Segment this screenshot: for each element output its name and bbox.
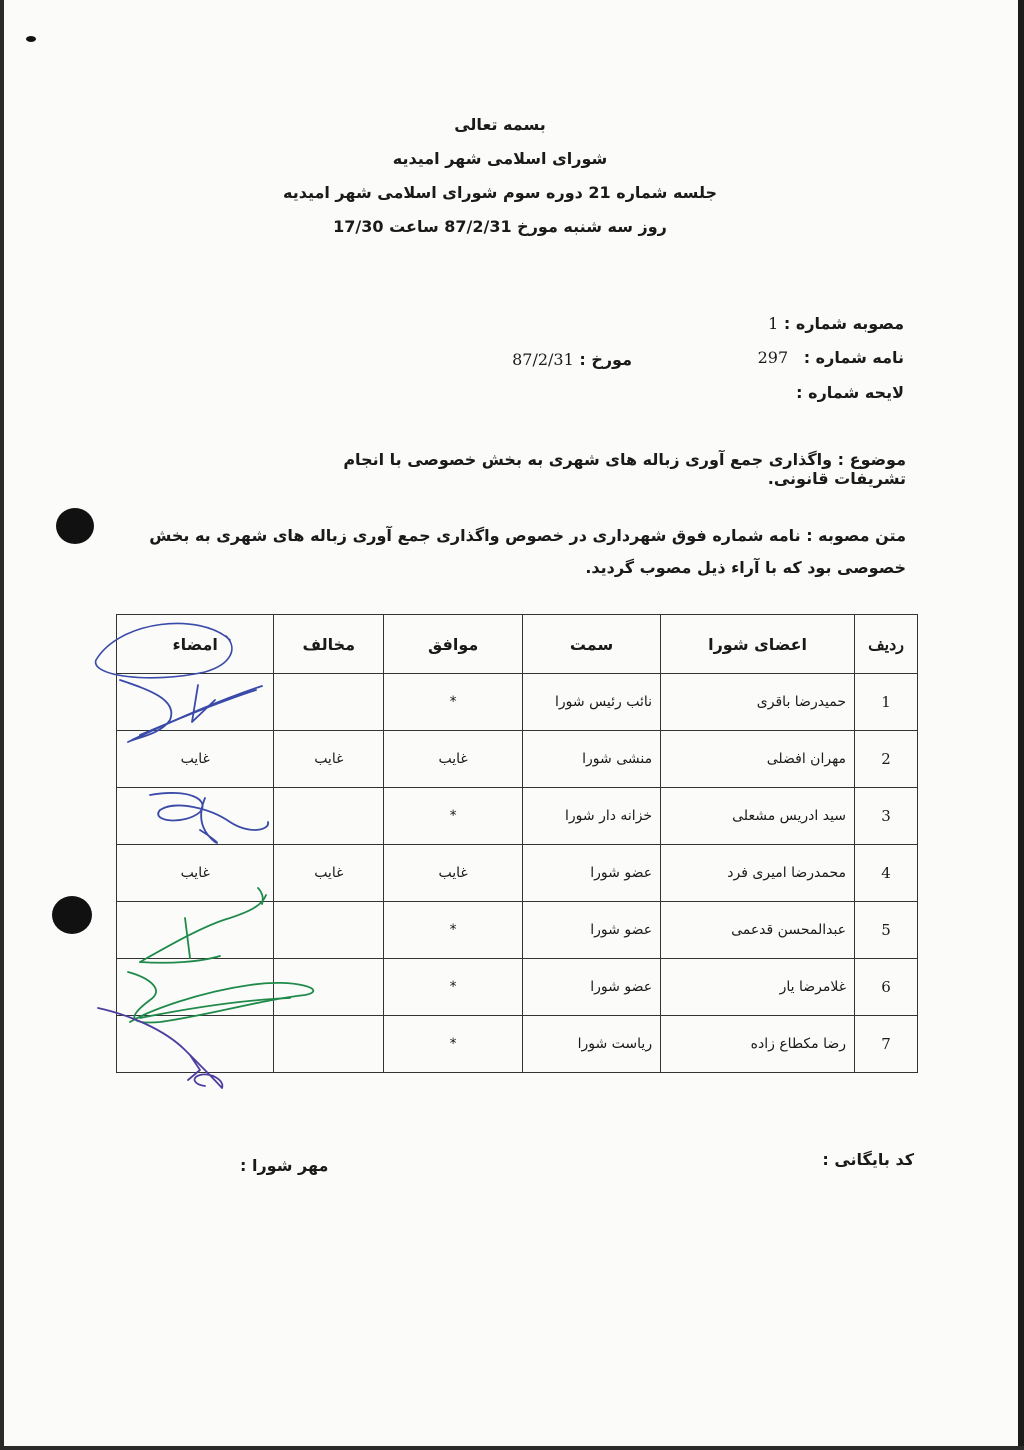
row-num: 6	[855, 959, 918, 1016]
row-name: حمیدرضا باقری	[661, 674, 855, 731]
table-row	[117, 788, 918, 845]
bill-number-row	[796, 383, 904, 402]
votes-table	[116, 614, 918, 1073]
row-num: 7	[855, 1016, 918, 1073]
resolution-text: متن مصوبه : نامه شماره فوق شهرداری در خصوص واگذاری جمع آوری زباله های شهری به بخش خصوصی بود که با آراء ذیل مصوب گردید.	[149, 526, 906, 577]
header-bismillah: بسمه تعالی	[454, 115, 546, 134]
row-agree: *	[384, 902, 523, 959]
letter-label: نامه شماره :	[803, 348, 904, 367]
row-oppose	[274, 1016, 384, 1073]
col-header-agree: موافق	[384, 615, 523, 674]
archive-code: کد بایگانی :	[822, 1150, 914, 1169]
table-row	[117, 674, 918, 731]
col-header-role: سمت	[522, 615, 660, 674]
letter-number-row	[758, 348, 904, 367]
row-num: 2	[855, 731, 918, 788]
row-agree: *	[384, 959, 523, 1016]
row-agree: غایب	[384, 845, 523, 902]
row-num: 1	[855, 674, 918, 731]
table-row	[117, 902, 918, 959]
punch-hole-top	[56, 508, 94, 544]
row-signature: غایب	[117, 731, 274, 788]
scan-speck	[26, 36, 36, 42]
row-oppose: غایب	[274, 731, 384, 788]
row-signature: غایب	[117, 845, 274, 902]
table-row	[117, 959, 918, 1016]
col-header-name: اعضای شورا	[661, 615, 855, 674]
scan-bottom-edge	[0, 1446, 1024, 1450]
row-oppose	[274, 902, 384, 959]
col-header-signature: امضاء	[117, 615, 274, 674]
row-role: نائب رئیس شورا	[522, 674, 660, 731]
row-num: 3	[855, 788, 918, 845]
table-row	[117, 1016, 918, 1073]
row-name: عبدالمحسن قدعمی	[661, 902, 855, 959]
row-agree: *	[384, 788, 523, 845]
row-agree: غایب	[384, 731, 523, 788]
table-header-row	[117, 615, 918, 674]
row-oppose	[274, 959, 384, 1016]
row-oppose	[274, 788, 384, 845]
punch-hole-bottom	[52, 896, 92, 934]
header-council-name: شورای اسلامی شهر امیدیه	[392, 149, 608, 168]
row-oppose	[274, 674, 384, 731]
resolution-number: 1	[768, 314, 779, 333]
header-date-time: روز سه شنبه مورخ 87/2/31 ساعت 17/30	[333, 217, 667, 236]
letter-number: 297	[757, 348, 789, 367]
row-oppose: غایب	[274, 845, 384, 902]
scan-right-edge	[1018, 0, 1024, 1450]
date-label: مورخ :	[579, 350, 632, 369]
date-value: 87/2/31	[512, 350, 574, 369]
document-header	[230, 108, 770, 244]
table-row	[117, 845, 918, 902]
row-signature	[117, 788, 274, 845]
row-signature	[117, 674, 274, 731]
row-name: رضا مکطاع زاده	[661, 1016, 855, 1073]
row-num: 5	[855, 902, 918, 959]
row-name: سید ادریس مشعلی	[661, 788, 855, 845]
row-signature	[117, 1016, 274, 1073]
resolution-label: مصوبه شماره :	[783, 314, 904, 333]
col-header-oppose: مخالف	[274, 615, 384, 674]
row-role: ریاست شورا	[522, 1016, 660, 1073]
row-name: غلامرضا یار	[661, 959, 855, 1016]
row-name: محمدرضا امیری فرد	[661, 845, 855, 902]
row-agree: *	[384, 1016, 523, 1073]
resolution-number-row	[768, 314, 904, 333]
row-role: عضو شورا	[522, 902, 660, 959]
scan-left-edge	[0, 0, 4, 1450]
council-seal: مهر شورا :	[240, 1156, 329, 1175]
row-role: منشی شورا	[522, 731, 660, 788]
row-agree: *	[384, 674, 523, 731]
table-row	[117, 731, 918, 788]
row-role: عضو شورا	[522, 845, 660, 902]
row-role: عضو شورا	[522, 959, 660, 1016]
row-signature	[117, 959, 274, 1016]
header-session: جلسه شماره 21 دوره سوم شورای اسلامی شهر امیدیه	[282, 183, 717, 202]
row-num: 4	[855, 845, 918, 902]
letter-date-row	[512, 350, 632, 369]
subject-line: موضوع : واگذاری جمع آوری زباله های شهری به بخش خصوصی با انجام تشریفات قانونی.	[343, 450, 906, 488]
row-role: خزانه دار شورا	[522, 788, 660, 845]
row-name: مهران افضلی	[661, 731, 855, 788]
bill-label: لایحه شماره :	[796, 383, 904, 402]
col-header-num: ردیف	[855, 615, 918, 674]
row-signature	[117, 902, 274, 959]
